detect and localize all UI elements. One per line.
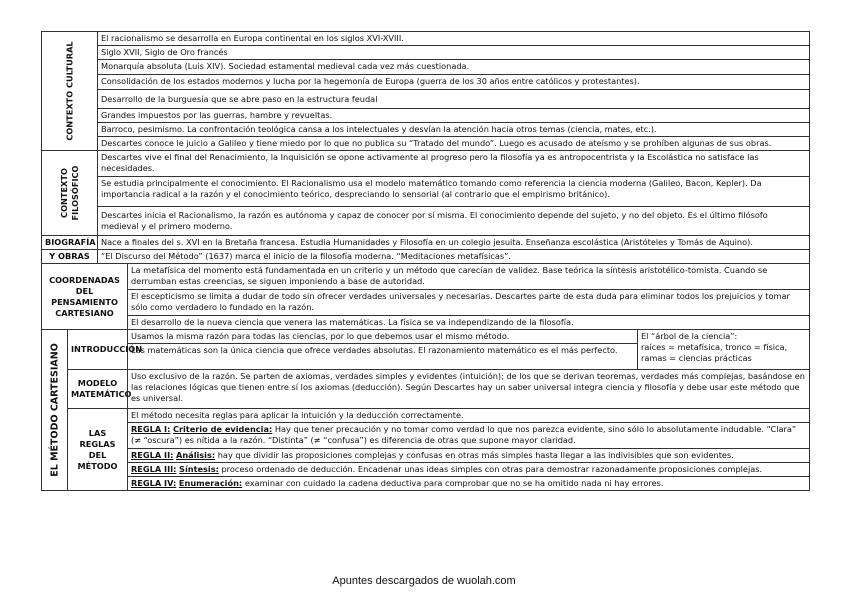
regla-cell (128, 463, 810, 477)
reglas-intro-cell: El método necesita reglas para aplicar la intuición y la deducción correctamente. (128, 409, 810, 423)
regla-text: examinar con cuidado la cadena deductiva para comprobar que no se ha omitido nada ni hay errores. (242, 478, 664, 488)
modelo-row (42, 370, 810, 409)
cultural-row (42, 109, 810, 123)
cultural-cell: Monarquía absoluta (Luis XIV). Sociedad estamental medieval cada vez más cuestionada. (98, 60, 810, 75)
biografia-row (42, 250, 810, 264)
arbol-ciencia-cell (638, 330, 810, 370)
cultural-row (42, 32, 810, 46)
filosofico-row (42, 151, 810, 177)
filosofico-row (42, 177, 810, 207)
arbol-ciencia-text: raíces = metafísica, tronco = física, ramas = ciencias prácticas (641, 342, 788, 363)
introduccion-cell: Usamos la misma razón para todas las ciencias, por lo que debemos usar el mismo método. (128, 330, 638, 344)
contexto-filosofico-label-line1: CONTEXTO (58, 168, 69, 218)
regla-name: Síntesis: (179, 464, 219, 474)
modelo-heading: MODELO MATEMÁTICO (68, 370, 128, 409)
regla-number: REGLA I: (131, 424, 171, 434)
coordenadas-heading: COORDENADAS DEL PENSAMIENTO CARTESIANO (42, 264, 128, 330)
regla-name: Enumeración: (178, 478, 243, 488)
obras-heading: Y OBRAS (42, 250, 98, 264)
regla-number: REGLA IV: (131, 478, 177, 488)
cultural-cell: El racionalismo se desarrolla en Europa continental en los siglos XVI-XVIII. (98, 32, 810, 46)
regla-name: Criterio de evidencia: (172, 424, 273, 434)
filosofico-cell: Descartes inicia el Racionalismo, la razón es autónoma y capaz de conocer por sí misma. El conocimiento depende del sujeto, y no del objeto. Es el último filósofo medieval y el primero moderno. (98, 207, 810, 236)
regla-number: REGLA II: (131, 450, 174, 460)
cultural-row (42, 123, 810, 137)
cultural-cell: Consolidación de los estados modernos y lucha por la hegemonía de Europa (guerra de los 30 años entre católicos y protestantes). (98, 75, 810, 90)
cultural-row (42, 90, 810, 109)
reglas-row (42, 423, 810, 449)
regla-cell (128, 449, 810, 463)
filosofico-cell: Descartes vive el final del Renacimiento, la Inquisición se opone activamente al progreso pero la filosofía ya es antropocentrista y la Escolástica no satisface las necesidades. (98, 151, 810, 177)
reglas-row (42, 409, 810, 423)
cultural-cell: Descartes conoce le juicio a Galileo y tiene miedo por lo que no publica su “Tratado del mundo”. Luego es acusado de ateísmo y se prohíben algunas de sus obras. (98, 137, 810, 151)
regla-text: hay que dividir las proposiciones complejas y confusas en otras más simples hasta llegar a las indivisibles que son evidentes. (215, 450, 734, 460)
coordenadas-cell: La metafísica del momento está fundamentada en un criterio y un método que carecían de validez. Base teórica la síntesis aristotélico-tomista. Cuando se derrumban estas creencias, se siguen imponiendo a base de autoridad. (128, 264, 810, 290)
cultural-cell: Desarrollo de la burguesía que se abre paso en la estructura feudal (98, 90, 810, 109)
footer-watermark: Apuntes descargados de wuolah.com (332, 575, 516, 587)
reglas-row (42, 477, 810, 491)
filosofico-cell: Se estudia principalmente el conocimiento. El Racionalismo usa el modelo matemático tomando como referencia la ciencia moderna (Galileo, Bacon, Kepler). Da importancia radical a la razón y el conocimiento teórico, despreciando lo sensorial (al contrario que el empirismo británico). (98, 177, 810, 207)
regla-text: proceso ordenado de deducción. Encadenar unas ideas simples con otras para demostrar razonadamente proposiciones complejas. (218, 464, 763, 474)
contexto-cultural-heading (42, 32, 98, 151)
reglas-row (42, 463, 810, 477)
contexto-filosofico-heading (42, 151, 98, 236)
modelo-cell: Uso exclusivo de la razón. Se parten de axiomas, verdades simples y evidentes (intuición); de los que se derivan teoremas, verdades más complejas, basándose en las relaciones lógicas que tienen entre sí los axiomas (deducción). Según Descartes hay un saber universal integra ciencia y filosofía y debe usar este método que es universal. (128, 370, 810, 409)
filosofico-row (42, 207, 810, 236)
coordenadas-cell: El escepticismo se limita a dudar de todo sin ofrecer verdades universales y necesarias. Descartes parte de esta duda para eliminar todos los prejuicios y tomar sólo como verdadero lo fundado en la razón. (128, 290, 810, 316)
biografia-row (42, 236, 810, 250)
cultural-row (42, 137, 810, 151)
introduccion-row (42, 330, 810, 344)
cultural-row (42, 75, 810, 90)
introduccion-cell: Las matemáticas son la única ciencia que ofrece verdades absolutas. El razonamiento matemático es el más perfecto. (128, 344, 638, 370)
coordenadas-row (42, 316, 810, 330)
regla-number: REGLA III: (131, 464, 177, 474)
reglas-heading: LAS REGLAS DEL MÉTODO (68, 409, 128, 491)
contexto-filosofico-label-line2: FILOSÓFICO (69, 165, 80, 221)
cultural-cell: Siglo XVII, Siglo de Oro francés (98, 46, 810, 60)
regla-cell (128, 477, 810, 491)
coordenadas-row (42, 264, 810, 290)
biografia-heading: BIOGRAFÍA (42, 236, 98, 250)
contexto-filosofico-label (59, 166, 81, 221)
arbol-ciencia-title: El “árbol de la ciencia”: (641, 331, 738, 341)
coordenadas-row (42, 290, 810, 316)
cultural-cell: Grandes impuestos por las guerras, hambre y revueltas. (98, 109, 810, 123)
introduccion-heading: INTRODUCCIÓN (68, 330, 128, 370)
cultural-cell: Barroco, pesimismo. La confrontación teológica cansa a los intelectuales y desvían la atención hacia otros temas (ciencia, mates, etc.). (98, 123, 810, 137)
obras-cell: “El Discurso del Método” (1637) marca el inicio de la filosofía moderna. “Meditaciones metafísicas”. (98, 250, 810, 264)
metodo-label: EL MÉTODO CARTESIANO (49, 343, 60, 477)
regla-cell (128, 423, 810, 449)
regla-text: Hay que tener precaución y no tomar como verdad lo que nos parezca evidente, sino sólo lo absolutamente indudable. “Clara” (≠ “oscura”) es nítida a la razón. “Distinta” (≠ “confusa”) es diferencia de otras que supone mayor claridad. (131, 424, 797, 445)
cultural-row (42, 60, 810, 75)
regla-name: Análisis: (176, 450, 216, 460)
summary-table (41, 31, 810, 491)
contexto-cultural-label: CONTEXTO CULTURAL (64, 41, 74, 141)
coordenadas-cell: El desarrollo de la nueva ciencia que venera las matemáticas. La física se va independizando de la filosofía. (128, 316, 810, 330)
metodo-heading (42, 330, 68, 491)
reglas-row (42, 449, 810, 463)
cultural-row (42, 46, 810, 60)
biografia-cell: Nace a finales del s. XVI en la Bretaña francesa. Estudia Humanidades y Filosofía en un colegio jesuita. Enseñanza escolástica (Aristóteles y Tomás de Aquino). (98, 236, 810, 250)
